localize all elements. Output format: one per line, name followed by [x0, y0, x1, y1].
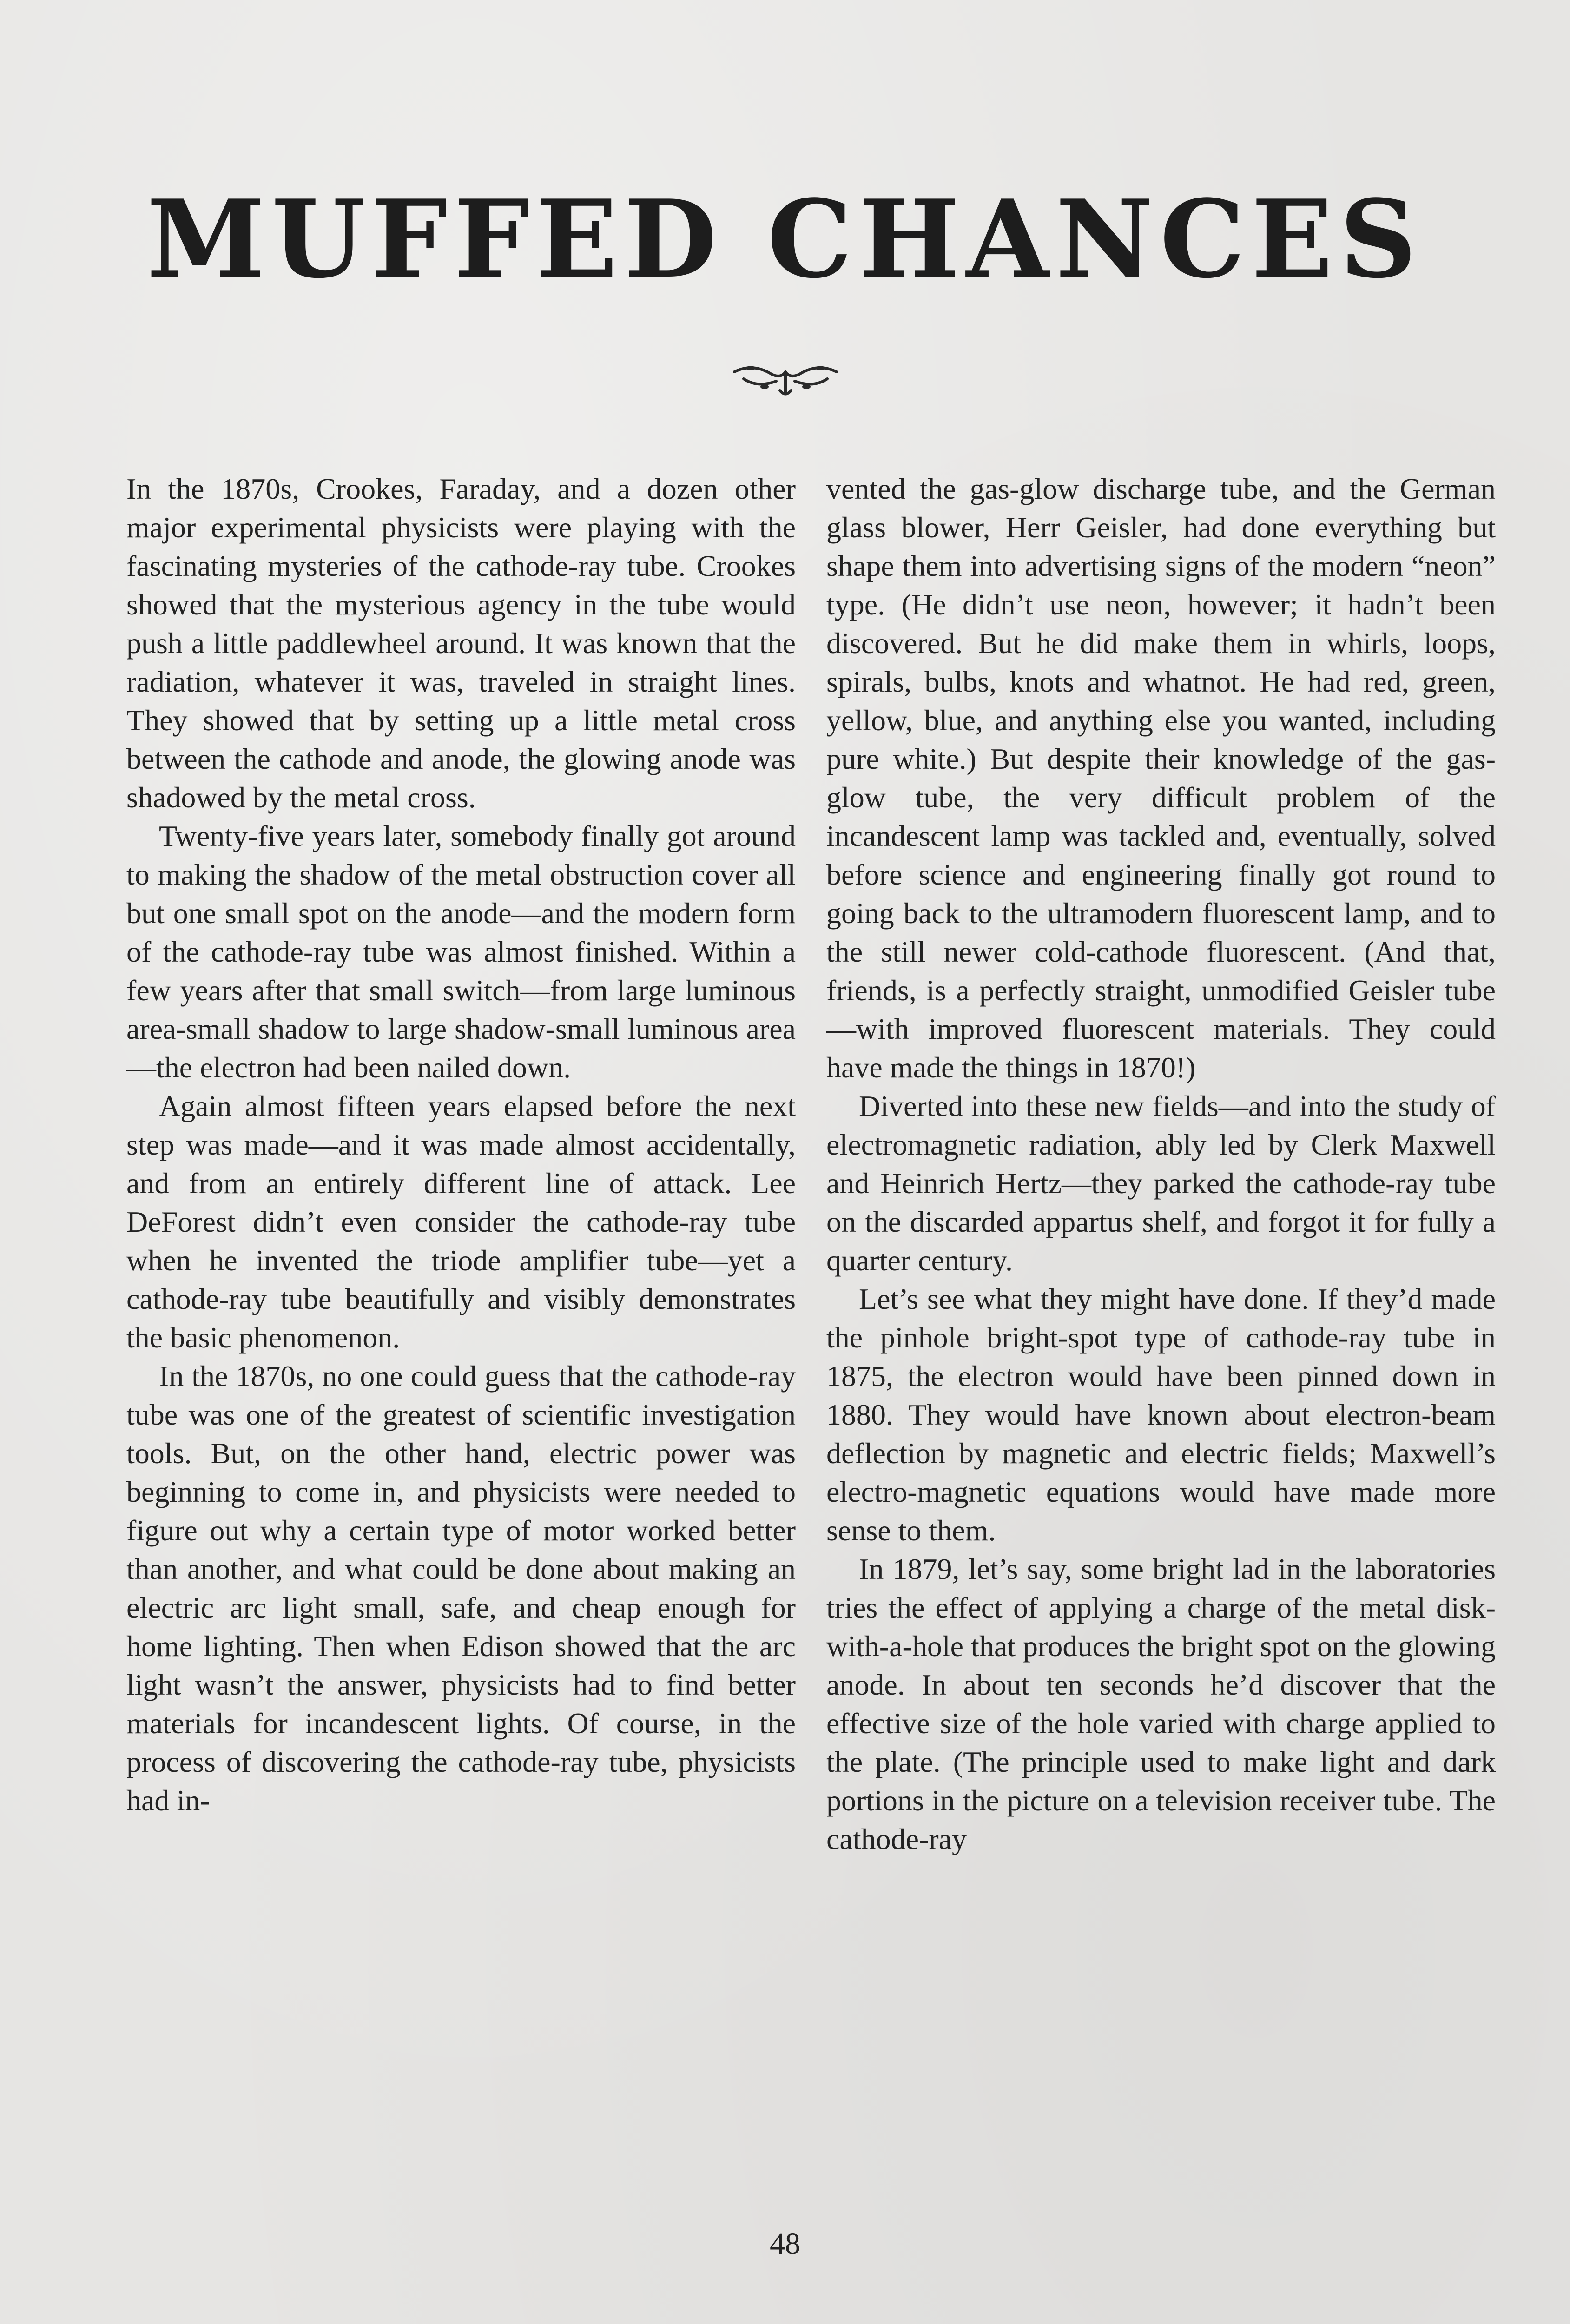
paragraph: vented the gas-glow discharge tube, and the German glass blower, Herr Geisler, had done everything but shape them into advertising signs of the modern “neon” type. (He didn’t use neon, however; it hadn’t been discovered. But he did make them in whirls, loops, spirals, bulbs, knots and whatnot. He had red, green, yellow, blue, and anything else you wanted, including pure white.) But despite their knowledge of the gas-glow tube, the very difficult problem of the incandescent lamp was tackled and, eventually, solved before science and engineering finally got round to going back to the ultramodern fluorescent lamp, and to the still newer cold-cathode fluorescent. (And that, friends, is a perfectly straight, unmodified Geisler tube—with improved fluorescent materials. They could have made the things in 1870!) — [826, 472, 1496, 1084]
paragraph: Let’s see what they might have done. If they’d made the pinhole bright-spot type of cathode-ray tube in 1875, the electron would have been pinned down in 1880. They would have known about electron-beam deflection by magnetic and electric fields; Maxwell’s electro-magnetic equations would have made more sense to them. — [826, 1282, 1496, 1547]
paragraph: Twenty-five years later, somebody finally got around to making the shadow of the metal obstruction cover all but one small spot on the anode—and the modern form of the cathode-ray tube was almost finished. Within a few years after that small switch—from large luminous area-small shadow to large shadow-small luminous area—the electron had been nailed down. — [126, 819, 796, 1084]
paragraph: Again almost fifteen years elapsed before the next step was made—and it was made almost accidentally, and from an entirely different line of attack. Lee DeForest didn’t even consider the cathode-ray tube when he invented the triode amplifier tube—yet a cathode-ray tube beautifully and visibly demonstrates the basic phenomenon. — [126, 1089, 796, 1354]
left-column — [126, 469, 796, 1820]
paragraph: In the 1870s, no one could guess that the cathode-ray tube was one of the greatest of scientific investigation tools. But, on the other hand, electric power was beginning to come in, and physicists were needed to figure out why a certain type of motor worked better than another, and what could be done about making an electric arc light small, safe, and cheap enough for home lighting. Then when Edison showed that the arc light wasn’t the answer, physicists had to find better materials for incandescent lights. Of course, in the process of discovering the cathode-ray tube, physicists had in- — [126, 1360, 796, 1817]
page-number: 48 — [770, 2227, 800, 2261]
paragraph: Diverted into these new fields—and into the study of electromagnetic radiation, ably led by Clerk Maxwell and Heinrich Hertz—they parked the cathode-ray tube on the discarded appartus shelf, and forgot it for fully a quarter century. — [826, 1089, 1496, 1277]
paragraph: In the 1870s, Crookes, Faraday, and a dozen other major experimental physicists were playing with the fascinating mysteries of the cathode-ray tube. Crookes showed that the mysterious agency in the tube would push a little paddlewheel around. It was known that the radiation, whatever it was, traveled in straight lines. They showed that by setting up a little metal cross between the cathode and anode, the glowing anode was shadowed by the metal cross. — [126, 472, 796, 814]
ornament-divider-icon — [725, 353, 846, 404]
right-column — [826, 469, 1496, 1858]
paragraph: In 1879, let’s say, some bright lad in the laboratories tries the effect of applying a charge of the metal disk-with-a-hole that produces the bright spot on the glowing anode. In about ten seconds he’d discover that the effective size of the hole varied with charge applied to the plate. (The principle used to make light and dark portions in the picture on a television receiver tube. The cathode-ray — [826, 1552, 1496, 1855]
article-title: MUFFED CHANCES — [146, 177, 1424, 302]
